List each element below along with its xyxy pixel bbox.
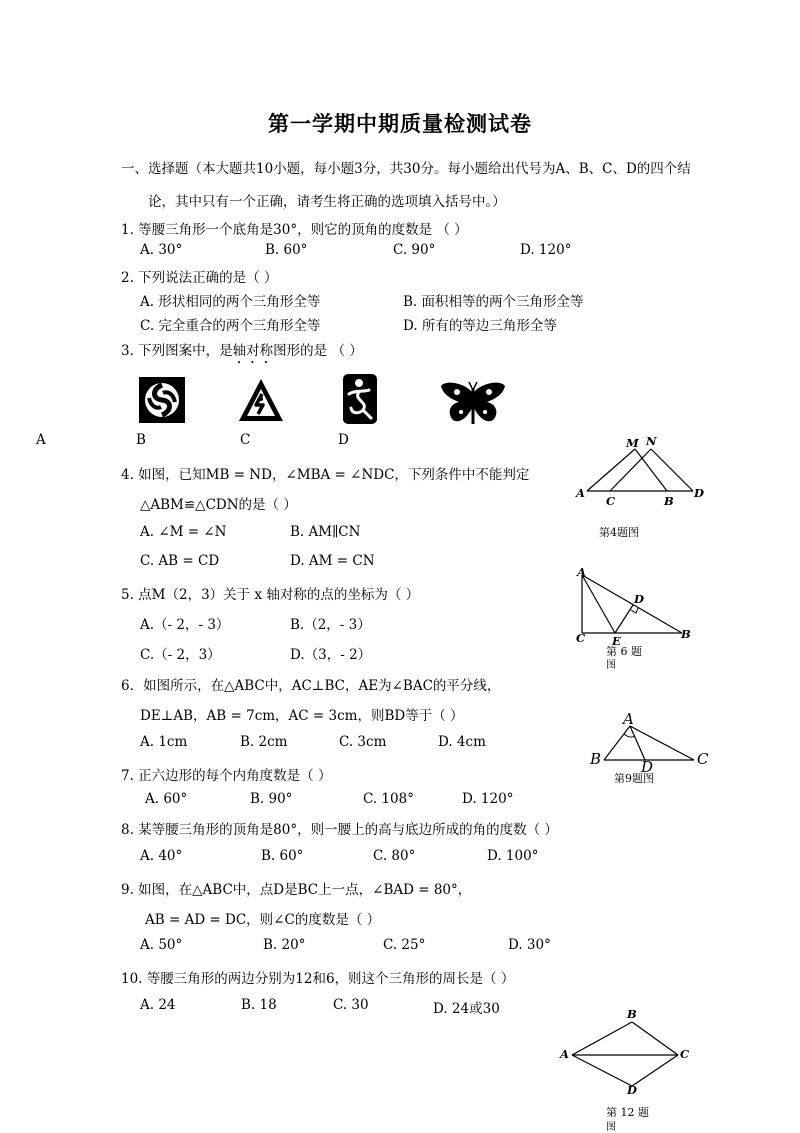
q10-option-a: A. 24 [140, 997, 176, 1013]
question-6-stem-line1: 6．如图所示，在△ABC中，AC⊥BC，AE为∠BAC的平分线， [121, 678, 501, 694]
q4-option-c: C. AB = CD [140, 553, 220, 569]
q3-label-d: D [338, 432, 349, 448]
q7-option-a: A. 60° [145, 791, 188, 807]
q1-option-d: D. 120° [520, 242, 572, 258]
fig9-caption: 第9题图 [614, 772, 654, 785]
page-title: 第一学期中期质量检测试卷 [268, 111, 532, 136]
q1-option-c: C. 90° [393, 242, 436, 258]
q9-option-a: A. 50° [140, 937, 183, 953]
figure-q4-diagram [575, 436, 705, 506]
q2-option-b: B. 面积相等的两个三角形全等 [403, 294, 584, 310]
q1-option-a: A. 30° [140, 242, 183, 258]
fig12-caption-line1: 第 12 题 [606, 1106, 649, 1119]
question-2-stem: 2. 下列说法正确的是（ ） [121, 270, 278, 286]
q5-option-b: B.（2，- 3） [290, 617, 371, 633]
fig4-point-m: M [626, 436, 639, 450]
q6-option-a: A. 1cm [140, 734, 188, 750]
q10-option-b: B. 18 [241, 997, 277, 1013]
question-6-stem-line2: DE⊥AB，AB = 7cm，AC = 3cm，则BD等于（ ） [140, 708, 464, 724]
question-5-stem: 5. 点M（2，3）关于 x 轴对称的点的坐标为（ ） [121, 587, 420, 603]
question-7-stem: 7. 正六边形的每个内角度数是（ ） [121, 768, 332, 784]
fig6-caption-line1: 第 6 题 [606, 645, 642, 658]
fig12-point-c: C [680, 1047, 690, 1061]
q8-option-c: C. 80° [373, 848, 416, 864]
q3-label-b: B [136, 432, 146, 448]
fig12-point-a: A [560, 1047, 569, 1061]
q3-figure-c-dancing-emblem [343, 374, 377, 424]
fig12-caption-line2: 图 [606, 1122, 616, 1133]
fig9-point-b: B [590, 750, 602, 768]
question-8-stem: 8. 某等腰三角形的顶角是80°，则一腰上的高与底边所成的角的度数（ ） [121, 822, 558, 838]
fig4-point-c: C [606, 494, 616, 508]
q6-option-b: B. 2cm [240, 734, 288, 750]
fig6-point-e: E [612, 634, 621, 648]
q4-option-b: B. AM∥CN [290, 524, 361, 540]
question-4-stem-line2: △ABM≌△CDN的是（ ） [140, 497, 297, 513]
q7-option-d: D. 120° [462, 791, 514, 807]
q9-option-d: D. 30° [508, 937, 551, 953]
fig6-point-d: D [634, 592, 644, 606]
question-1-stem: 1. 等腰三角形一个底角是30°，则它的顶角的度数是 （ ） [121, 222, 468, 238]
fig12-point-d: D [627, 1083, 637, 1097]
q5-option-c: C.（- 2，3） [140, 647, 221, 663]
q3-label-c: C [240, 432, 251, 448]
fig9-point-c: C [697, 750, 709, 768]
fig4-point-n: N [646, 434, 657, 448]
section-heading-line2: 论，其中只有一个正确，请考生将正确的选项填入括号中。） [148, 194, 506, 210]
q8-option-b: B. 60° [261, 848, 304, 864]
fig6-caption-line2: 图 [606, 660, 616, 671]
q3-stem-emphasis: 轴对称 [232, 343, 274, 359]
q6-option-d: D. 4cm [438, 734, 486, 750]
fig6-point-a: A [577, 565, 586, 579]
question-3-stem [121, 339, 363, 367]
fig4-point-d: D [694, 486, 704, 500]
question-9-stem-line2: AB = AD = DC，则∠C的度数是（ ） [145, 912, 381, 928]
q6-option-c: C. 3cm [339, 734, 387, 750]
question-9-stem-line1: 9. 如图，在△ABC中，点D是BC上一点，∠BAD = 80°， [121, 882, 472, 898]
q3-figure-d-butterfly [439, 380, 507, 428]
fig4-caption: 第4题图 [599, 526, 639, 539]
q10-option-d: D. 24或30 [433, 1001, 500, 1017]
fig9-point-a: A [623, 710, 634, 728]
fig6-point-b: B [681, 627, 691, 641]
fig12-point-b: B [627, 1007, 637, 1021]
q4-option-d: D. AM = CN [290, 553, 375, 569]
section-heading-line1: 一、选择题（本大题共10小题，每小题3分，共30分。每小题给出代号为A、B、C、D的四个结 [121, 161, 691, 177]
q2-option-d: D. 所有的等边三角形全等 [403, 318, 557, 334]
q2-option-c: C. 完全重合的两个三角形全等 [140, 318, 321, 334]
q3-figure-a-circular-emblem [139, 377, 185, 423]
q1-option-b: B. 60° [265, 242, 308, 258]
q9-option-b: B. 20° [263, 937, 306, 953]
q4-option-a: A. ∠M = ∠N [140, 524, 227, 540]
fig6-point-c: C [576, 631, 586, 645]
q2-option-a: A. 形状相同的两个三角形全等 [140, 294, 321, 310]
q3-stem-pre: 3. 下列图案中，是 [121, 343, 233, 359]
q9-option-c: C. 25° [383, 937, 426, 953]
question-10-stem: 10. 等腰三角形的两边分别为12和6，则这个三角形的周长是（ ） [121, 971, 515, 987]
q3-stem-post: 图形的是 （ ） [273, 343, 363, 359]
question-4-stem-line1: 4. 如图，已知MB = ND，∠MBA = ∠NDC，下列条件中不能判定 [121, 467, 530, 483]
fig4-point-b: B [664, 494, 674, 508]
q7-option-b: B. 90° [250, 791, 293, 807]
fig4-point-a: A [576, 486, 585, 500]
q5-option-a: A.（- 2，- 3） [140, 617, 230, 633]
q5-option-d: D.（3，- 2） [290, 647, 372, 663]
fig9-point-d: D [641, 758, 654, 776]
q3-figure-b-warning-triangle [237, 377, 285, 423]
q8-option-d: D. 100° [487, 848, 539, 864]
q8-option-a: A. 40° [140, 848, 183, 864]
q3-label-a: A [36, 432, 46, 448]
q10-option-c: C. 30 [333, 997, 369, 1013]
q7-option-c: C. 108° [363, 791, 414, 807]
